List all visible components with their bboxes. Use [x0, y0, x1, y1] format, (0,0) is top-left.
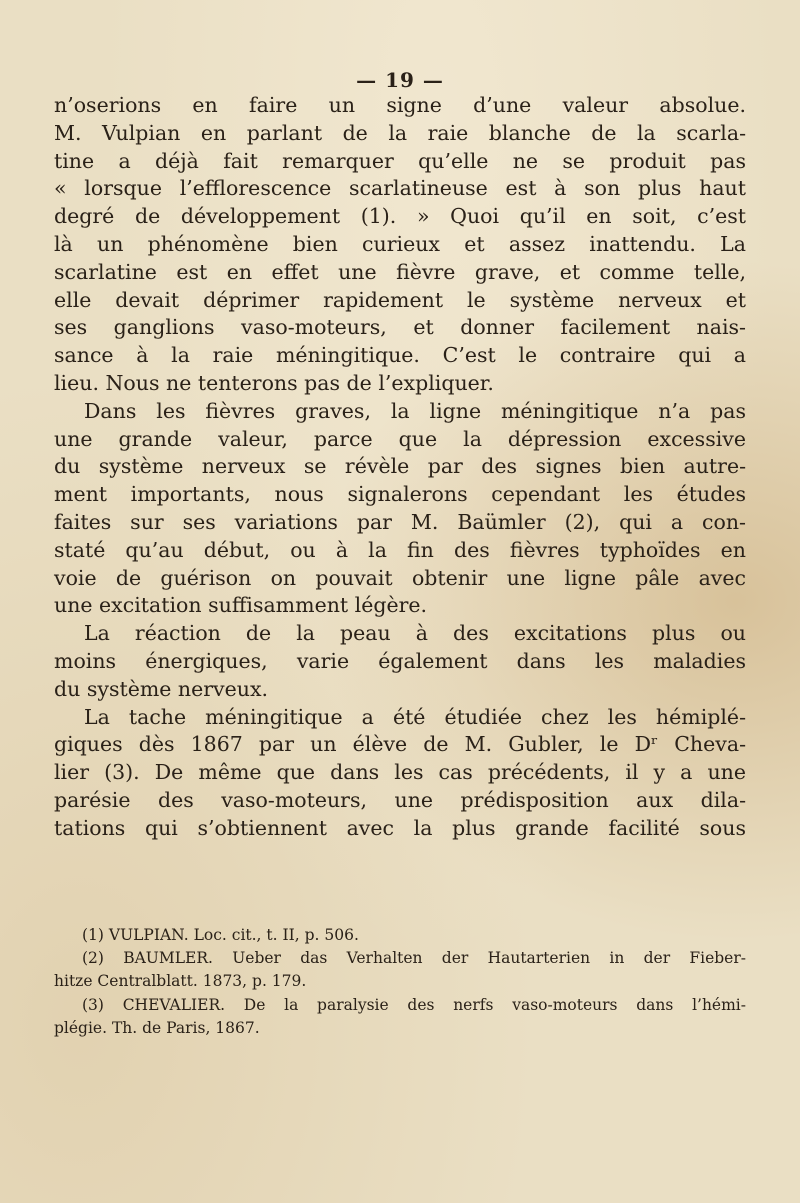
text-line: staté qu’au début, ou à la fin des fièvres typhoïdes en	[54, 537, 746, 562]
footnote-line: plégie. Th. de Paris, 1867.	[54, 1018, 260, 1037]
text-line: moins énergiques, varie également dans les maladies	[54, 648, 746, 673]
footnote-line: hitze Centralblatt. 1873, p. 179.	[54, 972, 307, 991]
footnote-line: (3) CHEVALIER. De la paralysie des nerfs vaso-moteurs dans l’hémi-	[82, 995, 746, 1014]
text-line: sance à la raie méningitique. C’est le contraire qui a	[54, 343, 746, 368]
text-line: M. Vulpian en parlant de la raie blanche de la scarla-	[54, 120, 746, 145]
text-line: tations qui s’obtiennent avec la plus grande facilité sous	[54, 815, 746, 840]
text-line: une excitation suffisamment légère.	[54, 593, 428, 618]
text-line: Dans les fièvres graves, la ligne méningitique n’a pas	[84, 398, 746, 423]
body-text	[54, 92, 746, 843]
text-line: degré de développement (1). » Quoi qu’il en soit, c’est	[54, 204, 746, 229]
text-line: La réaction de la peau à des excitations plus ou	[84, 621, 746, 646]
footnote-line: (1) VULPIAN. Loc. cit., t. II, p. 506.	[82, 926, 359, 944]
text-line: « lorsque l’efflorescence scarlatineuse est à son plus haut	[54, 176, 746, 201]
footnotes	[54, 924, 746, 1040]
text-line: parésie des vaso-moteurs, une prédisposition aux dila-	[54, 787, 746, 812]
text-line: voie de guérison on pouvait obtenir une ligne pâle avec	[54, 565, 746, 590]
text-line: lieu. Nous ne tenterons pas de l’expliquer.	[54, 370, 494, 395]
text-line: elle devait déprimer rapidement le système nerveux et	[54, 287, 746, 312]
text-line: faites sur ses variations par M. Baümler (2), qui a con-	[54, 509, 746, 534]
text-line: n’oserions en faire un signe d’une valeur absolue.	[54, 93, 746, 117]
text-line: ses ganglions vaso-moteurs, et donner facilement nais-	[54, 315, 746, 340]
text-line: giques dès 1867 par un élève de M. Gubler, le Dʳ Cheva-	[54, 732, 746, 757]
text-line: une grande valeur, parce que la dépression excessive	[54, 426, 746, 451]
text-line: lier (3). De même que dans les cas précédents, il y a une	[54, 760, 746, 785]
text-line: du système nerveux se révèle par des signes bien autre-	[54, 454, 746, 479]
text-line: ment importants, nous signalerons cependant les études	[54, 482, 746, 507]
text-line: là un phénomène bien curieux et assez inattendu. La	[54, 231, 746, 256]
text-line: tine a déjà fait remarquer qu’elle ne se produit pas	[54, 148, 746, 173]
text-line: scarlatine est en effet une fièvre grave, et comme telle,	[54, 259, 746, 284]
footnote-line: (2) BAUMLER. Ueber das Verhalten der Hautarterien in der Fieber-	[82, 949, 746, 968]
page-number: — 19 —	[356, 68, 444, 92]
text-line: La tache méningitique a été étudiée chez les hémiplé-	[84, 704, 746, 729]
text-line: du système nerveux.	[54, 676, 269, 701]
